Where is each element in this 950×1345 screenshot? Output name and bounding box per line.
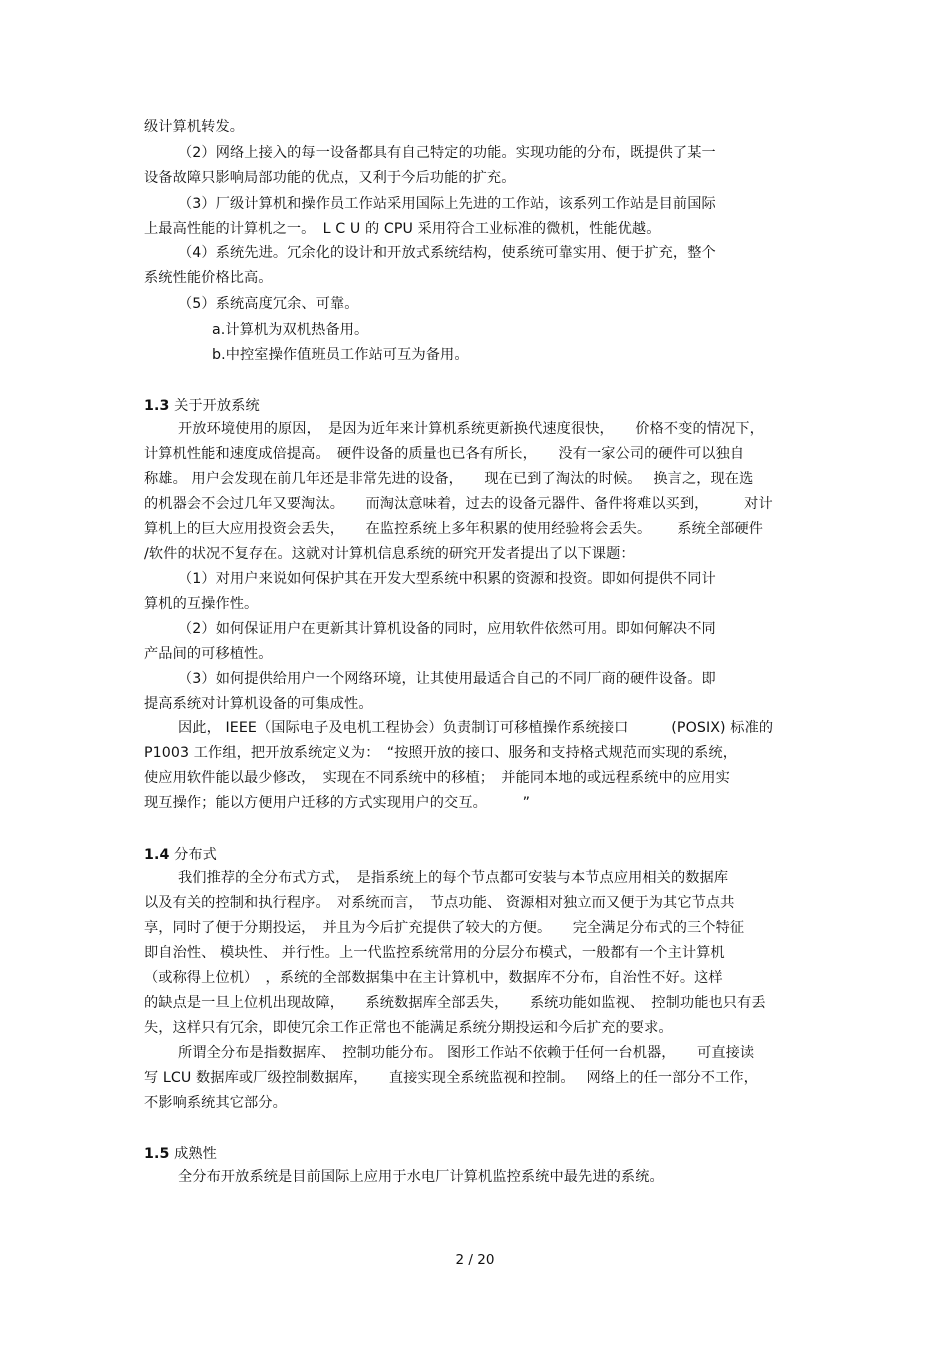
text-line: 我们推荐的全分布式方式， 是指系统上的每个节点都可安装与本节点应用相关的数据库 <box>178 870 729 886</box>
section-heading <box>144 396 260 416</box>
text-line: 所谓全分布是指数据库、 控制功能分布。 图形工作站不依赖于任何一台机器， 可直接读 <box>178 1045 755 1061</box>
text-line: 全分布开放系统是目前国际上应用于水电厂计算机监控系统中最先进的系统。 <box>178 1169 664 1185</box>
text-line: 算机上的巨大应用投资会丢失， 在监控系统上多年积累的使用经验将会丢失。 系统全部硬件 <box>144 521 764 537</box>
section-title: 成熟性 <box>174 1146 217 1162</box>
text-line: （2）如何保证用户在更新其计算机设备的同时，应用软件依然可用。即如何解决不同 <box>178 621 716 637</box>
text-line: 提高系统对计算机设备的可集成性。 <box>144 696 373 712</box>
text-line: 设备故障只影响局部功能的优点，又利于今后功能的扩充。 <box>144 170 516 186</box>
section-heading <box>144 845 217 865</box>
text-line: 不影响系统其它部分。 <box>144 1095 287 1111</box>
text-line: 因此， IEEE（国际电子及电机工程协会）负责制订可移植操作系统接口 (POSIX) 标准的 <box>178 720 774 736</box>
text-line: （2）网络上接入的每一设备都具有自己特定的功能。实现功能的分布，既提供了某一 <box>178 145 716 161</box>
text-line: 以及有关的控制和执行程序。 对系统而言， 节点功能、 资源相对独立而又便于为其它节点共 <box>144 895 735 911</box>
text-line: 使应用软件能以最少修改， 实现在不同系统中的移植； 并能同本地的或远程系统中的应用实 <box>144 770 730 786</box>
text-line: 即自治性、 模块性、 并行性。上一代监控系统常用的分层分布模式，一般都有一个主计算机 <box>144 945 725 961</box>
text-line: （5）系统高度冗余、可靠。 <box>178 296 359 312</box>
text-line: （3）厂级计算机和操作员工作站采用国际上先进的工作站，该系列工作站是目前国际 <box>178 196 716 212</box>
text-line: P1003 工作组，把开放系统定义为： “按照开放的接口、服务和支持格式规范而实现的系统， <box>144 745 738 761</box>
section-number: 1.3 <box>144 398 170 414</box>
section-title: 关于开放系统 <box>174 398 260 414</box>
text-line: 上最高性能的计算机之一。 L C U 的 CPU 采用符合工业标准的微机，性能优越。 <box>144 221 661 237</box>
text-line: 开放环境使用的原因， 是因为近年来计算机系统更新换代速度很快， 价格不变的情况下， <box>178 421 764 437</box>
text-line: 享，同时了便于分期投运， 并且为今后扩充提供了较大的方便。 完全满足分布式的三个特征 <box>144 920 745 936</box>
text-line: 写 LCU 数据库或厂级控制数据库， 直接实现全系统监视和控制。 网络上的任一部分不工作， <box>144 1070 758 1086</box>
text-line: 的机器会不会过几年又要淘汰。 而淘汰意味着，过去的设备元器件、备件将难以买到， 对计 <box>144 496 773 512</box>
text-line: 的缺点是一旦上位机出现故障， 系统数据库全部丢失， 系统功能如监视、 控制功能也只有丢 <box>144 995 766 1011</box>
section-title: 分布式 <box>174 847 217 863</box>
text-line: （1）对用户来说如何保护其在开发大型系统中积累的资源和投资。即如何提供不同计 <box>178 571 716 587</box>
text-line: （4）系统先进。冗余化的设计和开放式系统结构，使系统可靠实用、便于扩充，整个 <box>178 245 716 261</box>
text-line: （3）如何提供给用户一个网络环境，让其使用最适合自己的不同厂商的硬件设备。即 <box>178 671 716 687</box>
text-line: 系统性能价格比高。 <box>144 270 273 286</box>
text-line: 级计算机转发。 <box>144 119 245 135</box>
text-line: 计算机性能和速度成倍提高。 硬件设备的质量也已各有所长， 没有一家公司的硬件可以独自 <box>144 446 745 462</box>
text-line: 产品间的可移植性。 <box>144 646 273 662</box>
section-number: 1.5 <box>144 1146 170 1162</box>
text-line: /软件的状况不复存在。这就对计算机信息系统的研究开发者提出了以下课题： <box>144 546 635 562</box>
text-line: 现互操作；能以方便用户迁移的方式实现用户的交互。 ” <box>144 795 531 811</box>
text-line: 称雄。 用户会发现在前几年还是非常先进的设备， 现在已到了淘汰的时候。 换言之，现在选 <box>144 471 754 487</box>
text-line: 失，这样只有冗余，即使冗余工作正常也不能满足系统分期投运和今后扩充的要求。 <box>144 1020 673 1036</box>
section-heading <box>144 1144 217 1164</box>
page-number: 2 / 20 <box>455 1252 495 1268</box>
section-number: 1.4 <box>144 847 170 863</box>
text-line: b.中控室操作值班员工作站可互为备用。 <box>212 347 469 363</box>
text-line: 算机的互操作性。 <box>144 596 259 612</box>
text-line: （或称得上位机） ，系统的全部数据集中在主计算机中，数据库不分布，自治性不好。这样 <box>144 970 723 986</box>
text-line: a.计算机为双机热备用。 <box>212 322 369 338</box>
